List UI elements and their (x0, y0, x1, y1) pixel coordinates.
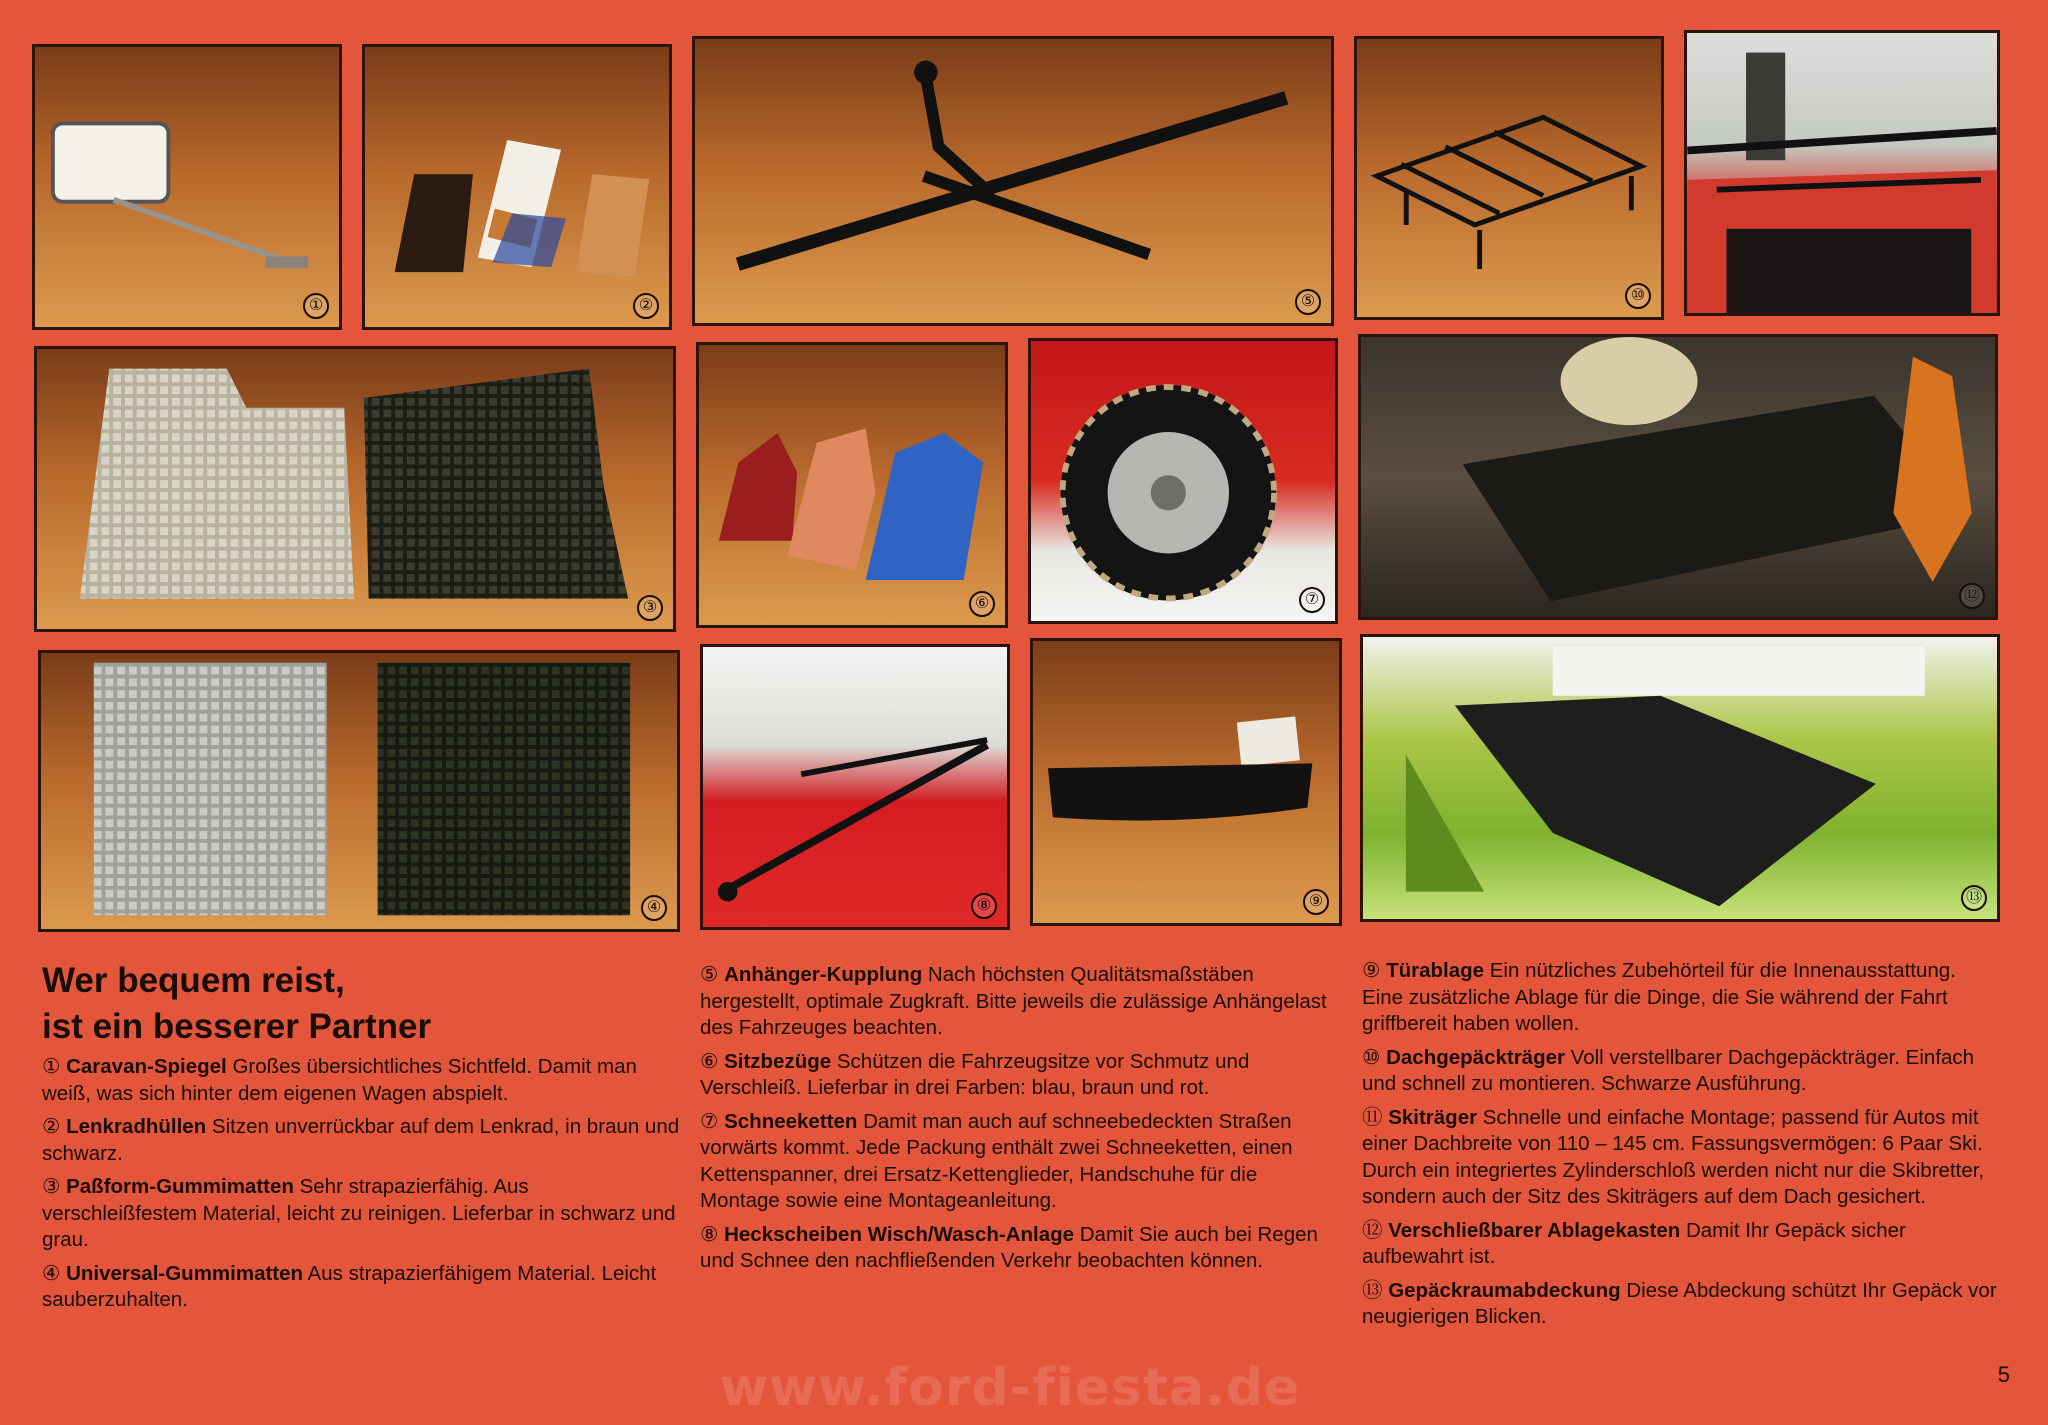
photo-number: ① (303, 293, 329, 319)
item-tow-hitch: ⑤ Anhänger-Kupplung Nach höchsten Qualitätsmaßstäben hergestellt, optimale Zugkraft. Bitte jeweils die zulässige Anhängelast des Fahrzeuges beachten. (700, 963, 1327, 1039)
photo-number: ⑧ (971, 893, 997, 919)
photo-number: ⑥ (969, 591, 995, 617)
page-number: 5 (1997, 1362, 2010, 1387)
photo-number: ⑩ (1625, 283, 1651, 309)
ski-rack-illustration (1687, 33, 1997, 313)
photo-fitted-rubber-mats (34, 346, 676, 632)
steering-covers-illustration (365, 47, 669, 327)
photo-lockable-storage-box (1358, 334, 1998, 620)
photo-seat-covers (696, 342, 1008, 628)
storage-box-illustration (1361, 337, 1995, 617)
photo-snow-chains (1028, 338, 1338, 624)
photo-number: ② (633, 293, 659, 319)
text-column-2 (700, 962, 1340, 1282)
universal-mats-illustration (41, 653, 677, 929)
item-rear-wiper: ⑧ Heckscheiben Wisch/Wasch-Anlage Damit Sie auch bei Regen und Schnee den nachfließenden Verkehr beobachten können. (700, 1222, 1318, 1272)
photo-universal-rubber-mats (38, 650, 680, 932)
photo-roof-rack (1354, 36, 1664, 320)
photo-number: ⑤ (1295, 289, 1321, 315)
seat-covers-illustration (699, 345, 1005, 625)
page-heading (42, 958, 431, 1050)
photo-luggage-cover (1360, 634, 2000, 922)
item-steering-wheel-covers: ② Lenkradhüllen Sitzen unverrückbar auf dem Lenkrad, in braun und schwarz. (42, 1115, 680, 1165)
photo-number: ⑦ (1299, 587, 1325, 613)
photo-steering-wheel-covers (362, 44, 672, 330)
item-lockable-storage-box: ⑫ Verschließbarer Ablagekasten Damit Ihr Gepäck sicher aufbewahrt ist. (1362, 1218, 1906, 1268)
watermark: www.ford-fiesta.de (720, 1358, 1301, 1418)
door-pocket-illustration (1033, 641, 1339, 923)
luggage-cover-illustration (1363, 637, 1997, 919)
item-universal-rubber-mats: ④ Universal-Gummimatten Aus strapazierfähigem Material. Leicht sauberzuhalten. (42, 1261, 657, 1311)
photo-number: ⑫ (1959, 583, 1985, 609)
photo-rear-wiper (700, 644, 1010, 930)
tow-hitch-illustration (695, 39, 1331, 323)
photo-tow-hitch (692, 36, 1334, 326)
roof-rack-illustration (1357, 39, 1661, 317)
photo-number: ⑬ (1961, 885, 1987, 911)
mirror-illustration (35, 47, 339, 327)
text-column-3 (1362, 958, 2002, 1338)
item-luggage-cover: ⑬ Gepäckraumabdeckung Diese Abdeckung schützt Ihr Gepäck vor neugierigen Blicken. (1362, 1278, 1997, 1328)
heading-line-2: ist ein besserer Partner (42, 1007, 432, 1046)
photo-number: ⑨ (1303, 889, 1329, 915)
item-fitted-rubber-mats: ③ Paßform-Gummimatten Sehr strapazierfähig. Aus verschleißfestem Material, leicht zu reinigen. Lieferbar in schwarz und grau. (42, 1175, 676, 1251)
item-seat-covers: ⑥ Sitzbezüge Schützen die Fahrzeugsitze vor Schmutz und Verschleiß. Lieferbar in drei Farben: blau, braun und rot. (700, 1049, 1250, 1099)
item-snow-chains: ⑦ Schneeketten Damit man auch auf schneebedeckten Straßen vorwärts kommt. Jede Packung enthält zwei Schneeketten, einen Kettenspanner, drei Ersatz-Kettenglieder, Handschuhe für die Montage sowie eine Montageanleitung. (700, 1109, 1293, 1212)
photo-number: ④ (641, 895, 667, 921)
fitted-mats-illustration (37, 349, 673, 629)
item-roof-rack: ⑩ Dachgepäckträger Voll verstellbarer Dachgepäckträger. Einfach und schnell zu montieren. Schwarze Ausführung. (1362, 1045, 1975, 1095)
text-column-1 (42, 1054, 682, 1321)
rear-wiper-illustration (703, 647, 1007, 927)
photo-caravan-mirror (32, 44, 342, 330)
photo-ski-rack (1684, 30, 2000, 316)
item-caravan-mirror: ① Caravan-Spiegel Großes übersichtliches Sichtfeld. Damit man weiß, was sich hinter dem eigenen Wagen abspielt. (42, 1055, 637, 1105)
snow-chains-illustration (1031, 341, 1335, 621)
item-ski-rack: ⑪ Skiträger Schnelle und einfache Montage; passend für Autos mit einer Dachbreite von 110 – 145 cm. Fassungsvermögen: 6 Paar Ski. Durch ein integriertes Zylinderschloß werden nicht nur die Skibretter, sondern auch der Sitz des Skiträgers auf dem Dach gesichert. (1362, 1105, 1985, 1208)
item-door-pocket: ⑨ Türablage Ein nützliches Zubehörteil für die Innenausstattung. Eine zusätzliche Ablage für die Dinge, die Sie während der Fahrt griffbereit haben wollen. (1362, 959, 1956, 1035)
heading-line-1: Wer bequem reist, (42, 961, 345, 1000)
photo-door-pocket (1030, 638, 1342, 926)
photo-number: ③ (637, 595, 663, 621)
